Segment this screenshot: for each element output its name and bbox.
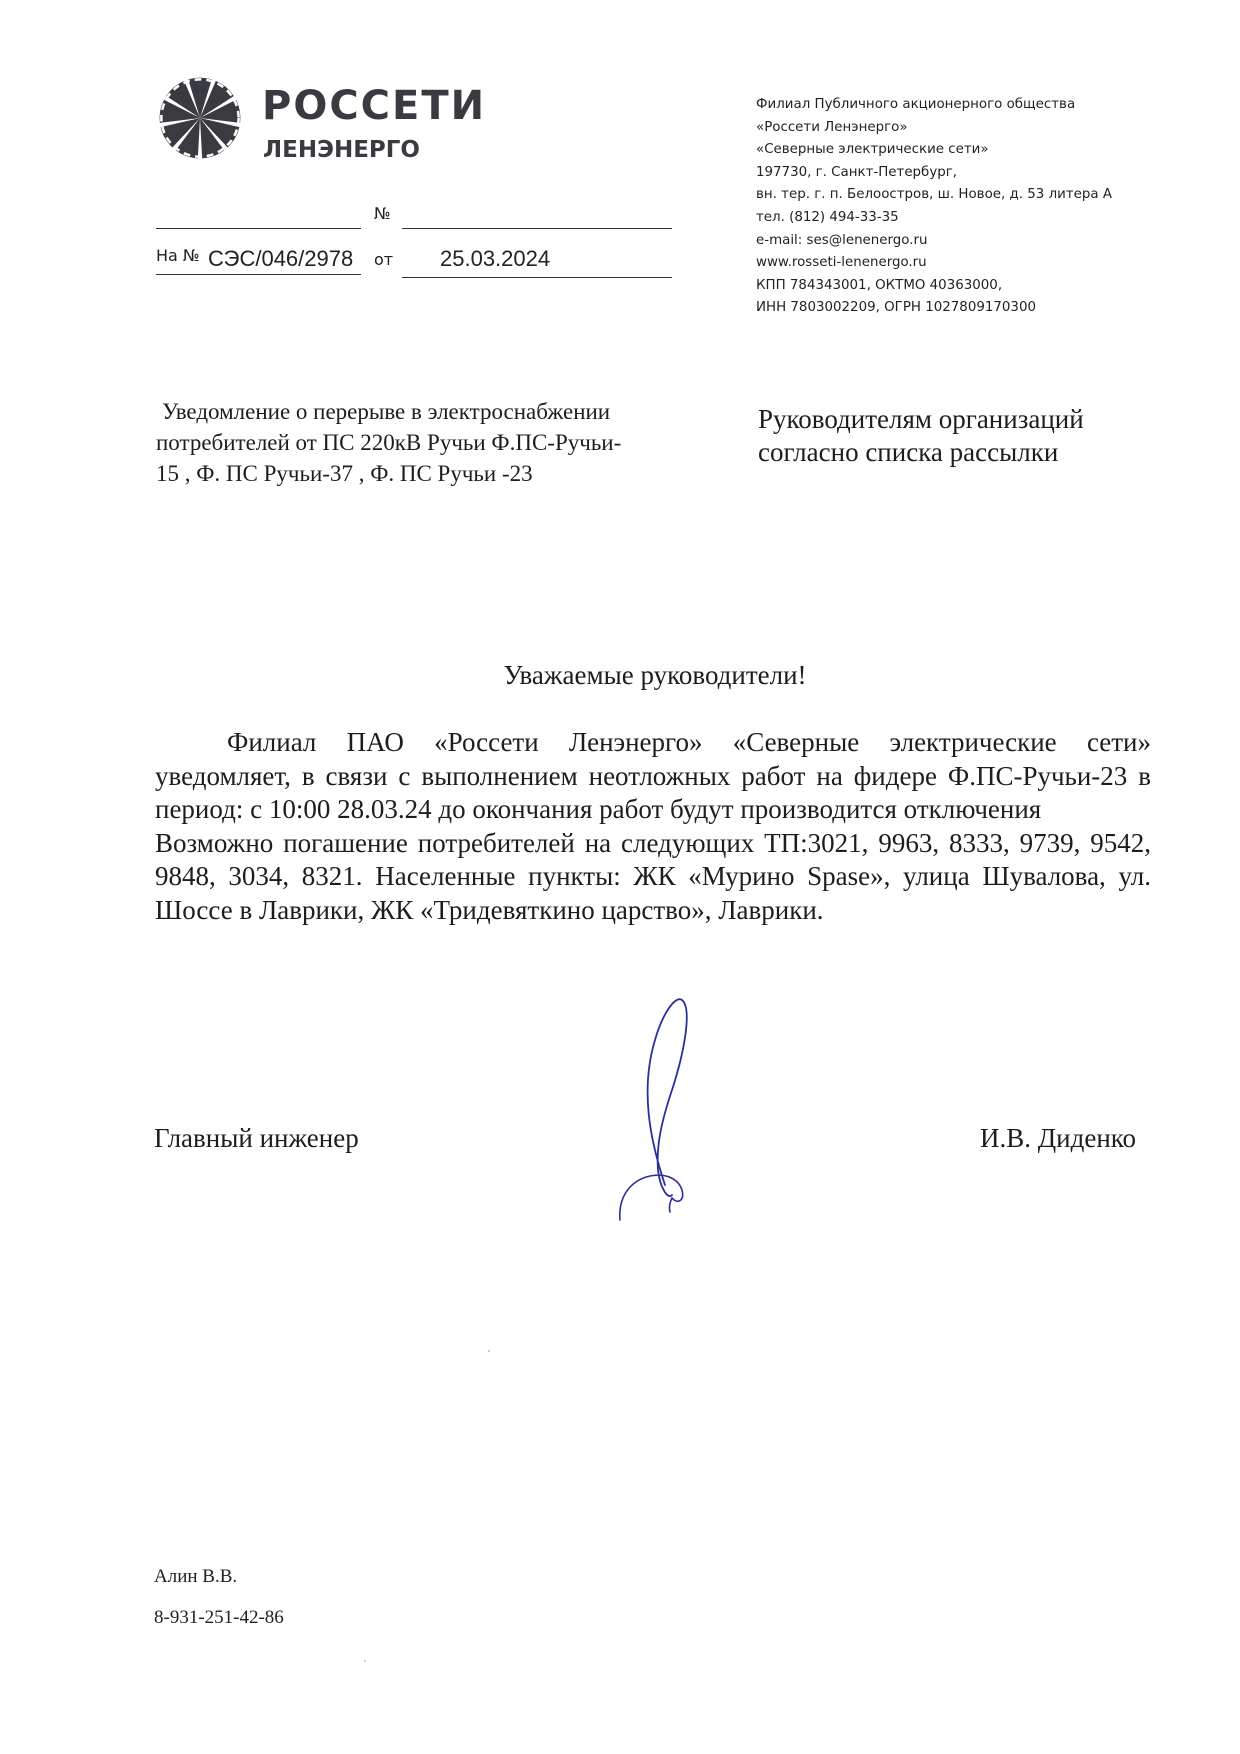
- scan-speck: [364, 1660, 366, 1662]
- outgoing-number-line: [402, 228, 672, 229]
- executor-phone: 8-931-251-42-86: [154, 1607, 284, 1628]
- sender-line: www.rosseti-lenenergo.ru: [756, 255, 927, 271]
- body-paragraph: Возможно погашение потребителей на следующих ТП:3021, 9963, 8333, 9739, 9542, 9848, 3034, 8321. Населенные пункты: ЖК «Мурино Spase», улица Шувалова, ул. Шоссе в Лаврики, ЖК «Тридевяткино царство», Лаврики.: [155, 827, 1151, 925]
- subject-line: Уведомление о перерыве в электроснабжении: [162, 399, 611, 424]
- sender-line: тел. (812) 494-33-35: [756, 209, 899, 225]
- signatory-name: И.В. Диденко: [980, 1123, 1137, 1153]
- sender-line: «Северные электрические сети»: [756, 142, 989, 158]
- scan-speck: [488, 1350, 490, 1352]
- logo-subname: ЛЕНЭНЕРГО: [263, 137, 420, 163]
- sender-line: e-mail: ses@lenenergo.ru: [756, 232, 928, 248]
- number-sign: №: [374, 204, 391, 223]
- outgoing-date-line: [156, 228, 361, 229]
- handwritten-signature: [610, 980, 750, 1230]
- addressee: [758, 403, 1158, 469]
- salutation: Уважаемые руководители!: [503, 660, 807, 690]
- ref-date: 25.03.2024: [440, 246, 551, 271]
- ref-date-line: [402, 277, 672, 278]
- logo-name: РОССЕТИ: [262, 83, 487, 129]
- ref-label: На №: [156, 246, 200, 265]
- ref-number-line: [156, 274, 361, 275]
- subject-line: потребителей от ПС 220кВ Ручьи Ф.ПС-Ручьи-: [156, 430, 622, 455]
- rosseti-radial-logo-icon: [158, 76, 242, 160]
- body-paragraph: Филиал ПАО «Россети Ленэнерго» «Северные электрические сети» уведомляет, в связи с выполнением неотложных работ на фидере Ф.ПС-Ручьи-23 в период: с 10:00 28.03.24 до окончания работ будут производится отключения: [155, 727, 1151, 825]
- sender-line: 197730, г. Санкт-Петербург,: [756, 164, 958, 180]
- addressee-line: Руководителям организаций: [758, 404, 1084, 434]
- letter-body: [155, 726, 1151, 928]
- from-label: от: [374, 250, 394, 269]
- sender-block: [756, 94, 1156, 320]
- signatory-role: Главный инженер: [154, 1123, 359, 1153]
- addressee-line: согласно списка рассылки: [758, 437, 1059, 467]
- ref-number: СЭС/046/2978: [208, 246, 354, 271]
- sender-line: КПП 784343001, ОКТМО 40363000,: [756, 277, 1003, 293]
- letter-subject: [156, 396, 686, 489]
- subject-line: 15 , Ф. ПС Ручьи-37 , Ф. ПС Ручьи -23: [156, 461, 533, 486]
- sender-line: «Россети Ленэнерго»: [756, 119, 908, 135]
- sender-line: ИНН 7803002209, ОГРН 1027809170300: [756, 300, 1036, 316]
- sender-line: Филиал Публичного акционерного общества: [756, 97, 1076, 112]
- executor-name: Алин В.В.: [154, 1566, 238, 1587]
- sender-line: вн. тер. г. п. Белоостров, ш. Новое, д. 53 литера А: [756, 187, 1113, 203]
